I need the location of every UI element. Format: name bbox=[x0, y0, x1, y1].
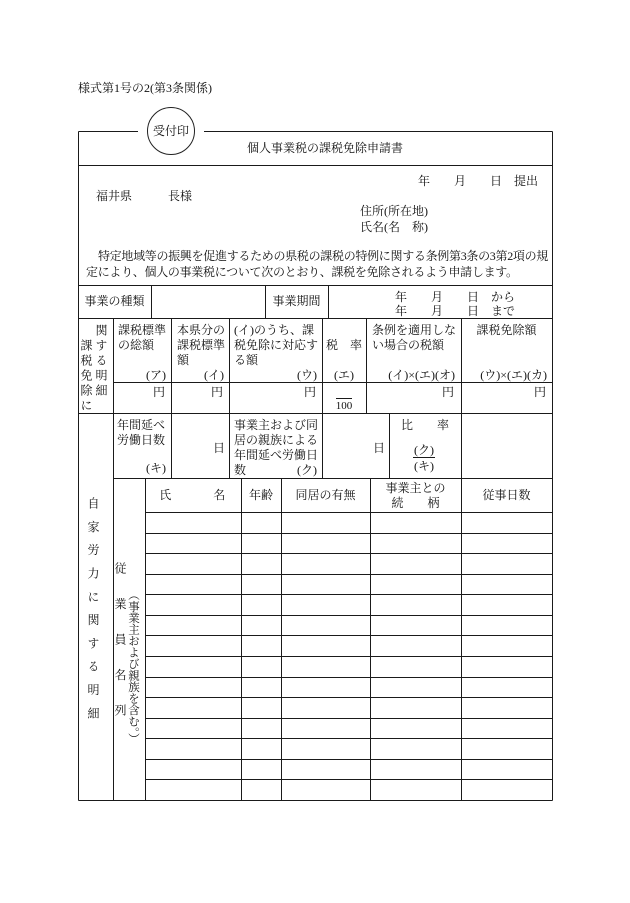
col-e-unit: 円 bbox=[441, 385, 454, 399]
col-e-header-line: い場合の税額 bbox=[372, 338, 445, 352]
reception-stamp-label: 受付印 bbox=[152, 124, 189, 138]
annual-days-label-line: 労働日数 bbox=[117, 433, 166, 447]
self-labor-section-label: 自家労力に関する明細 bbox=[86, 497, 100, 730]
header-age: 年齢 bbox=[248, 488, 273, 502]
col-a-code: (ア) bbox=[146, 368, 166, 382]
col-a-header-line: の総額 bbox=[118, 338, 155, 352]
ratio-denominator: (キ) bbox=[414, 459, 434, 473]
business-period-from: 年 月 日 から bbox=[395, 290, 516, 304]
col-a-unit: 円 bbox=[152, 385, 165, 399]
address-label: 住所(所在地) bbox=[360, 204, 428, 218]
family-days-unit: 日 bbox=[372, 441, 385, 455]
addressee: 福井県 長様 bbox=[96, 189, 193, 203]
form-title: 個人事業税の課税免除申請書 bbox=[247, 141, 404, 155]
reception-stamp-circle bbox=[147, 107, 195, 155]
col-b-header-line: 額 bbox=[177, 353, 190, 367]
col-b-code: (イ) bbox=[204, 368, 224, 382]
exemption-section-label-left: 課税免除に bbox=[79, 339, 93, 414]
annual-days-unit: 日 bbox=[212, 441, 225, 455]
header-relation-line-2: 続 柄 bbox=[391, 496, 440, 510]
family-days-label-line: 数 bbox=[234, 463, 247, 477]
employee-list-label: 従業員名列 bbox=[113, 562, 127, 740]
col-b-unit: 円 bbox=[210, 385, 223, 399]
employee-list-note: （事業主および親族を含む。） bbox=[127, 589, 139, 745]
col-c-header-line: る額 bbox=[234, 353, 259, 367]
tax-rate-denominator: 100 bbox=[335, 400, 353, 412]
col-c-header-line: 税免除に対応す bbox=[234, 338, 319, 352]
family-days-label-line: 事業主および同 bbox=[234, 418, 319, 432]
header-relation-line-1: 事業主との bbox=[385, 481, 446, 495]
col-c-unit: 円 bbox=[303, 385, 316, 399]
statement-line-2: 定により、個人の事業税について次のとおり、課税を免除されるよう申請します。 bbox=[86, 265, 518, 279]
annual-days-code: (キ) bbox=[146, 461, 166, 475]
business-type-label: 事業の種類 bbox=[84, 294, 145, 308]
family-days-code: (ク) bbox=[297, 463, 317, 477]
family-days-label-line: 居の親族による bbox=[234, 433, 319, 447]
col-f-unit: 円 bbox=[533, 385, 546, 399]
exemption-section-label-right: 関する明細 bbox=[94, 324, 108, 399]
col-e-code: (イ)×(エ)(オ) bbox=[388, 368, 455, 382]
col-c-code: (ウ) bbox=[297, 368, 317, 382]
header-working-days: 従事日数 bbox=[482, 488, 531, 502]
col-f-code: (ウ)×(エ)(カ) bbox=[480, 368, 547, 382]
header-cohabitation: 同居の有無 bbox=[295, 488, 356, 502]
ratio-label: 比 率 bbox=[401, 418, 450, 432]
family-days-label-line: 年間延べ労働日 bbox=[234, 448, 319, 462]
name-label: 氏名(名 称) bbox=[360, 220, 428, 234]
col-a-header-line: 課税標準 bbox=[118, 323, 167, 337]
col-d-code: (エ) bbox=[334, 368, 354, 382]
annual-days-label-line: 年間延べ bbox=[117, 418, 166, 432]
form-number: 様式第1号の2(第3条関係) bbox=[78, 81, 212, 95]
col-b-header-line: 課税標準 bbox=[177, 338, 226, 352]
header-name: 氏 名 bbox=[159, 488, 227, 502]
statement-line-1: 特定地域等の振興を促進するための県税の課税の特例に関する条例第3条の3第2項の規 bbox=[98, 249, 549, 263]
submission-date: 年 月 日 提出 bbox=[418, 174, 539, 188]
col-b-header-line: 本県分の bbox=[177, 323, 226, 337]
col-c-header-line: (イ)のうち、課 bbox=[234, 323, 314, 337]
col-d-header-tax-rate: 税 率 bbox=[325, 338, 362, 352]
business-period-label: 事業期間 bbox=[272, 294, 321, 308]
col-f-header-exemption-amount: 課税免除額 bbox=[476, 323, 537, 337]
business-period-to: 年 月 日 まで bbox=[395, 304, 516, 318]
ratio-numerator: (ク) bbox=[414, 443, 434, 457]
col-e-header-line: 条例を適用しな bbox=[372, 323, 457, 337]
